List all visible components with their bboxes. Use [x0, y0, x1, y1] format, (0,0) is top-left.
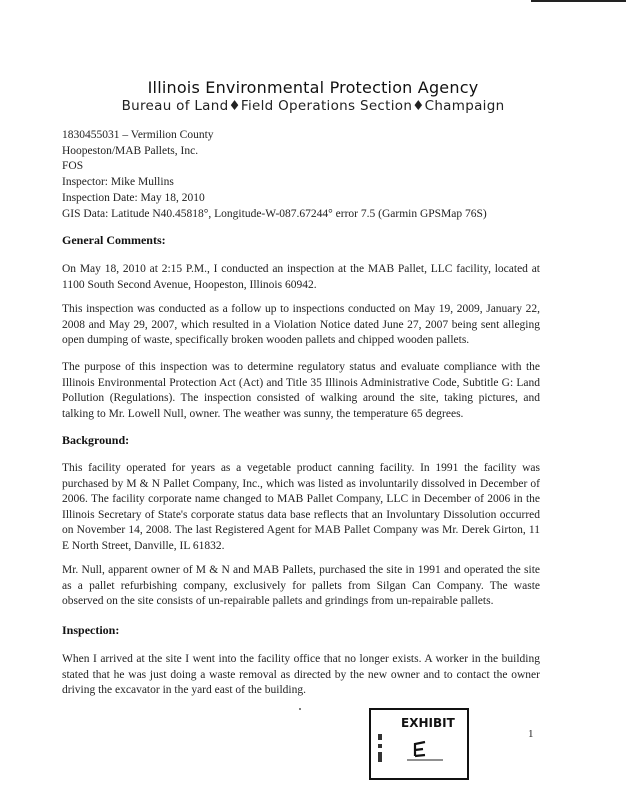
background-paragraph-2: Mr. Null, apparent owner of M & N and MAB Pallets, purchased the site in 1991 and operated the site as a pallet refurbishing company, exclusively for pallets from Silgan Can Company. The waste observed on the site consists of un-repairable pallets and grindings from un-repairable pallets.	[62, 564, 540, 608]
site-info-block	[62, 128, 487, 222]
scan-corner-mark	[531, 0, 626, 2]
gis-data: GIS Data: Latitude N40.45818°, Longitude-W-087.67244° error 7.5 (Garmin GPSMap 76S)	[62, 207, 487, 220]
exhibit-label: EXHIBIT	[401, 716, 455, 730]
page-number: 1	[528, 728, 534, 740]
exhibit-signature-mark	[405, 736, 445, 766]
exhibit-sticker	[369, 708, 469, 780]
site-name: Hoopeston/MAB Pallets, Inc.	[62, 144, 199, 157]
background-paragraph-1: This facility operated for years as a vegetable product canning facility. In 1991 the facility was purchased by M & N Pallet Company, Inc., which was listed as involuntarily dissolved in December of 2006. The facility corporate name changed to MAB Pallet Company, LLC in December of 2006 in the Illinois Secretary of State's corporate status data base reflects that an Involuntary Dissolution occurred on November 14, 2008. The last Registered Agent for MAB Pallet Company was Mr. Derek Girton, 11 E North Street, Danville, IL 61832.	[62, 462, 540, 552]
exhibit-tab-mark	[375, 732, 386, 766]
program-code: FOS	[62, 160, 84, 173]
bureau-subtitle: Bureau of Land♦Field Operations Section♦Champaign	[121, 98, 505, 114]
inspection-date: Inspection Date: May 18, 2010	[62, 191, 205, 204]
general-comments-heading: General Comments:	[62, 233, 166, 247]
general-paragraph-2: This inspection was conducted as a follow up to inspections conducted on May 19, 2009, January 22, 2008 and May 29, 2007, which resulted in a Violation Notice dated June 27, 2007 being sent alleging open dumping of waste, specifically broken wooden pallets and chipped wooden pallets.	[62, 303, 540, 347]
inspection-paragraph-1: When I arrived at the site I went into the facility office that no longer exists. A worker in the building stated that he was just doing a waste removal as directed by the new owner and to contact the owner driving the excavator in the yard east of the building.	[62, 653, 540, 697]
inspection-heading: Inspection:	[62, 623, 120, 637]
inspector: Inspector: Mike Mullins	[62, 176, 174, 189]
general-paragraph-1: On May 18, 2010 at 2:15 P.M., I conducted an inspection at the MAB Pallet, LLC facility, located at 1100 South Second Avenue, Hoopeston, Illinois 60942.	[62, 263, 540, 291]
site-id-county: 1830455031 – Vermilion County	[62, 129, 214, 141]
general-paragraph-3: The purpose of this inspection was to determine regulatory status and evaluate compliance with the Illinois Environmental Protection Act (Act) and Title 35 Illinois Administrative Code, Subtitle G: Land Pollution (Regulations). The inspection consisted of walking around the site, taking pictures, and talking to Mr. Lowell Null, owner. The weather was sunny, the temperature 65 degrees.	[62, 361, 540, 420]
agency-title: Illinois Environmental Protection Agency	[147, 78, 479, 97]
scan-speck	[299, 708, 301, 710]
background-heading: Background:	[62, 433, 130, 447]
